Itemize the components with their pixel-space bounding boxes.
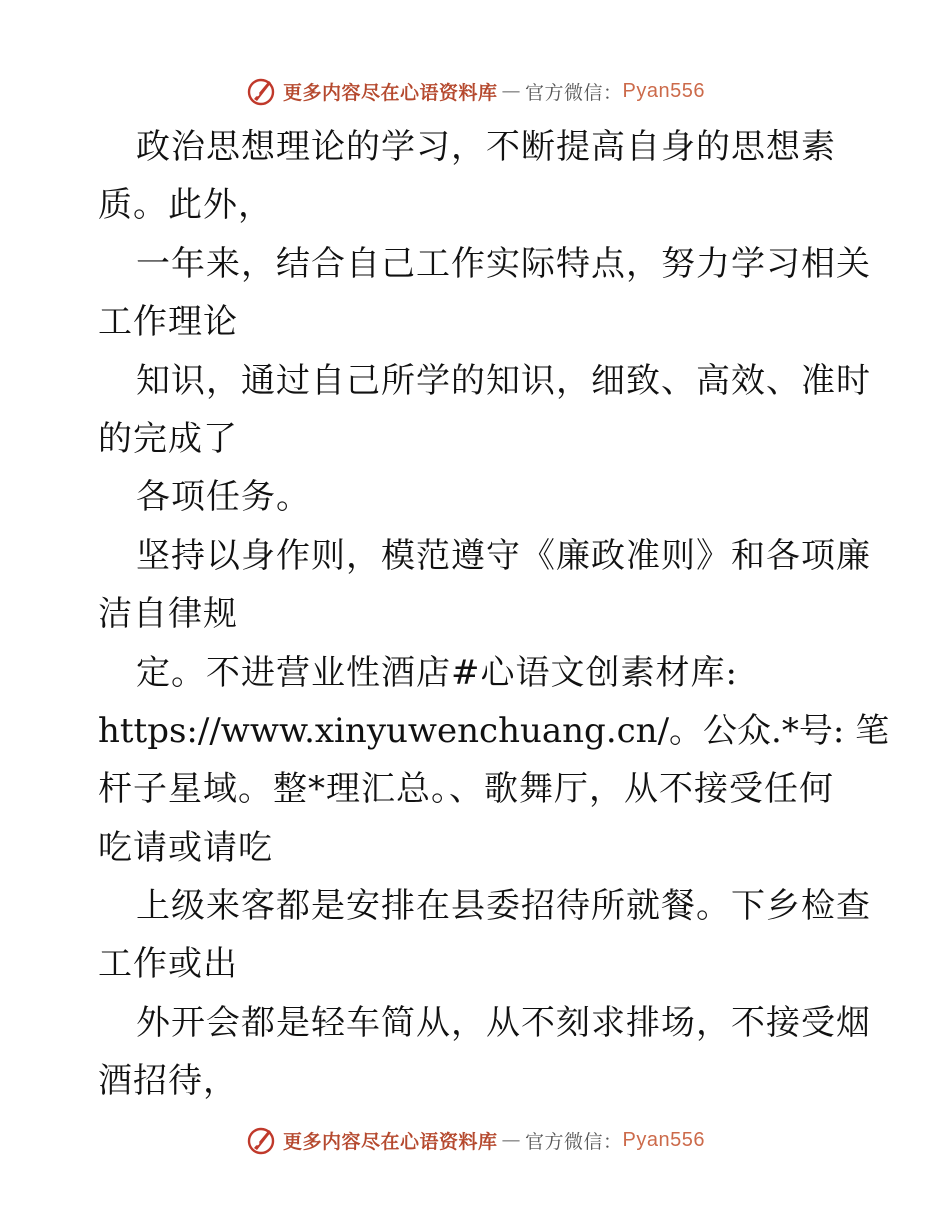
- body-line: 的完成了: [98, 418, 238, 459]
- header-watermark: [0, 69, 950, 113]
- quill-logo-icon: [245, 1124, 277, 1156]
- header-dash: —: [501, 80, 522, 102]
- body-line: 外开会都是轻车简从，从不刻求排场，不接受烟: [136, 1002, 871, 1043]
- header-wechat-id: Pyan556: [622, 79, 705, 102]
- body-line: 政治思想理论的学习，不断提高自身的思想素: [136, 127, 836, 167]
- quill-logo-icon: [245, 75, 277, 107]
- body-line: 杆子星域。整*理汇总。、歌舞厅，从不接受任何: [98, 769, 834, 810]
- body-line: 酒招待，: [98, 1061, 238, 1102]
- footer-wechat-id: Pyan556: [622, 1128, 705, 1151]
- body-line-url: https://www.xinyuwenchuang.cn/。公众.*号: 笔: [98, 710, 890, 751]
- footer-brand: 更多内容尽在心语资料库: [283, 1130, 498, 1153]
- document-body: [98, 118, 890, 1111]
- body-line: 定。不进营业性酒店#心语文创素材库:: [136, 652, 738, 693]
- header-wechat-label: 官方微信：: [525, 81, 623, 104]
- footer-wechat-label: 官方微信：: [525, 1130, 623, 1153]
- body-line: 各项任务。: [136, 477, 311, 518]
- body-line: 知识，通过自己所学的知识，细致、高效、准时: [136, 360, 871, 401]
- body-line: 工作理论: [98, 302, 238, 343]
- body-line: 坚持以身作则，模范遵守《廉政准则》和各项廉: [136, 535, 871, 576]
- body-line: 一年来，结合自己工作实际特点，努力学习相关: [136, 243, 871, 284]
- footer-dash: —: [501, 1129, 522, 1151]
- body-line: 上级来客都是安排在县委招待所就餐。下乡检查: [136, 886, 871, 927]
- body-line: 吃请或请吃: [98, 827, 273, 868]
- footer-watermark: [0, 1118, 950, 1162]
- header-brand: 更多内容尽在心语资料库: [283, 81, 498, 104]
- body-line: 洁自律规: [98, 594, 238, 635]
- body-line: 工作或出: [98, 944, 238, 985]
- body-line: 质。此外，: [98, 185, 273, 226]
